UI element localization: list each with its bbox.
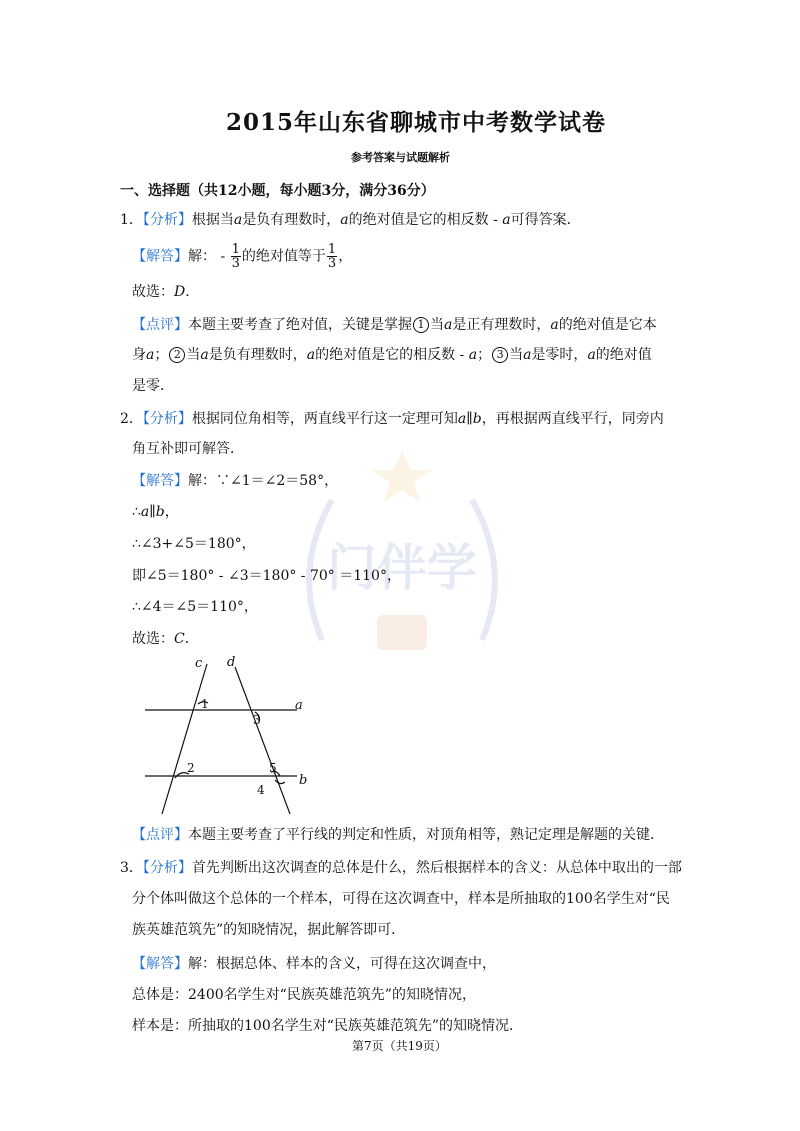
circled-number: 1 <box>413 317 429 333</box>
page-number-footer: 第7页（共19页） <box>352 1039 447 1053</box>
label-d: d <box>227 655 236 670</box>
fraction: $\frac{1}{3}$ <box>327 242 337 271</box>
q2-solution-line5: ∴∠4＝∠5＝110°， <box>132 599 258 615</box>
q2-choice: 故选：C． <box>132 631 199 647</box>
q1-choice: 故选：D． <box>132 284 200 300</box>
q2-solution-line3: ∴∠3+∠5＝180°， <box>132 536 256 552</box>
solution-tag: 【解答】 <box>132 473 188 489</box>
solution-tag: 【解答】 <box>132 248 188 265</box>
q3-analysis-line1: 3．【分析】首先判断出这次调查的总体是什么，然后根据样本的含义：从总体中取出的一部 <box>120 860 682 876</box>
q3-solution-line3: 样本是：所抽取的100名学生对“民族英雄范筑先”的知晓情况． <box>132 1018 524 1034</box>
comment-tag: 【点评】 <box>132 317 188 333</box>
q1-comment-line3: 是零． <box>132 378 174 394</box>
q1-analysis: 1．【分析】根据当a是负有理数时，a的绝对值是它的相反数 - a可得答案． <box>120 212 581 228</box>
analysis-tag: 【分析】 <box>142 212 192 228</box>
q2-analysis-line2: 角互补即可解答． <box>132 441 244 457</box>
label-angle-3: 3 <box>253 713 261 727</box>
angle-4-arc <box>275 780 285 784</box>
label-c: c <box>195 656 203 671</box>
q1-solution: 【解答】解： - $\frac{1}{3}$ 的绝对值等于 $\frac{1}{3}$ ， <box>132 242 353 271</box>
page-title: 2015年山东省聊城市中考数学试卷 <box>226 109 607 136</box>
solution-tag: 【解答】 <box>132 956 188 972</box>
analysis-tag: 【分析】 <box>142 411 192 427</box>
circled-number: 2 <box>169 347 185 363</box>
q2-solution-line4: 即∠5＝180° - ∠3＝180° - 70° ＝110°， <box>132 568 401 584</box>
label-angle-5: 5 <box>269 761 277 775</box>
q1-number: 1． <box>120 212 143 228</box>
label-angle-4: 4 <box>257 783 265 797</box>
comment-tag: 【点评】 <box>132 827 188 843</box>
line-c <box>162 664 207 814</box>
q1-comment-line2: 身a； 2 当a是负有理数时，a的绝对值是它的相反数 - a； 3 当a是零时，a的绝对值 <box>132 347 652 363</box>
q2-number: 2． <box>120 411 143 427</box>
q2-solution-line1: 【解答】解：∵∠1＝∠2＝58°， <box>132 473 339 489</box>
q3-analysis-line2: 分个体叫做这个总体的一个样本，可得在这次调查中，样本是所抽取的100名学生对“民 <box>132 891 670 907</box>
analysis-tag: 【分析】 <box>142 860 192 876</box>
label-a: a <box>295 698 303 713</box>
q2-comment: 【点评】本题主要考查了平行线的判定和性质，对顶角相等，熟记定理是解题的关键． <box>132 827 664 843</box>
parallel-lines-figure <box>135 652 315 822</box>
label-angle-1: 1 <box>201 697 209 711</box>
label-angle-2: 2 <box>187 761 195 775</box>
section-heading: 一、选择题（共12小题，每小题3分，满分36分） <box>120 183 435 199</box>
q3-solution-line1: 【解答】解：根据总体、样本的含义，可得在这次调查中， <box>132 956 496 972</box>
q3-solution-line2: 总体是：2400名学生对“民族英雄范筑先”的知晓情况， <box>132 987 476 1003</box>
q2-solution-line2: ∴a∥b， <box>132 504 179 520</box>
q1-comment-line1: 【点评】本题主要考查了绝对值，关键是掌握 1 当a是正有理数时，a的绝对值是它本 <box>132 317 657 333</box>
watermark-text: 门伴学 <box>327 538 477 597</box>
fraction: $\frac{1}{3}$ <box>231 242 240 271</box>
q3-analysis-line3: 族英雄范筑先”的知晓情况，据此解答即可． <box>132 922 406 938</box>
q3-number: 3． <box>120 860 143 876</box>
q2-analysis-line1: 2．【分析】根据同位角相等，两直线平行这一定理可知a∥b，再根据两直线平行，同旁内 <box>120 411 664 427</box>
circled-number: 3 <box>492 347 508 363</box>
label-b: b <box>299 773 308 788</box>
page-subtitle: 参考答案与试题解析 <box>351 151 450 164</box>
